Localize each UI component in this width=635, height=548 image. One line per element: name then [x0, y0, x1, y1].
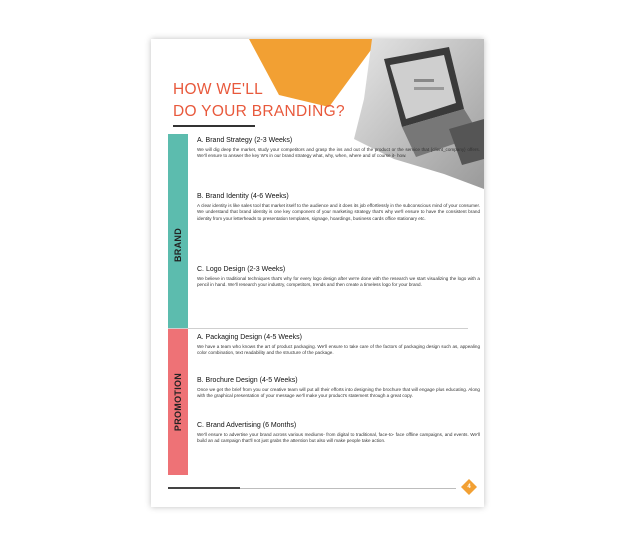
section-heading: B. Brand Identity (4-6 Weeks): [197, 193, 289, 200]
section-body: A clear identity is like sales tool that market itself to the audience and it does its job effortlessly in the subconscious mind of your consumer. We understand that brand identity is one key component of your marketing strategy that's why we'll ensure to have the consistent brand identity from your letterheads to presentation templates, signage, hoardings, business cards office stationary etc.: [197, 203, 480, 221]
section-body: We have a team who knows the art of product packaging. We'll ensure to take care of the factors of packaging design such as, appealing color combination, text readability and the structure of the package.: [197, 344, 480, 356]
title-line-2: DO YOUR BRANDING?: [173, 103, 345, 120]
page-title: [173, 79, 345, 123]
section-heading: B. Brochure Design (4-5 Weeks): [197, 377, 298, 384]
section-heading: A. Packaging Design (4-5 Weeks): [197, 334, 302, 341]
brand-side-bar: [168, 134, 188, 355]
footer-rule-light: [240, 488, 456, 489]
section-body: We'll ensure to advertise your brand across various mediums- from digital to traditional, face-to- face offline campaigns, and events. We'll build an ad campaign that'll not just grabs the attention but also will make people take action.: [197, 432, 480, 444]
document-page: [151, 39, 484, 507]
logo-design-section: [197, 266, 480, 289]
section-divider: [168, 328, 468, 329]
section-heading: C. Logo Design (2-3 Weeks): [197, 266, 286, 273]
laptop-photo: [354, 39, 484, 189]
section-heading: A. Brand Strategy (2-3 Weeks): [197, 137, 293, 144]
promotion-side-bar: [168, 329, 188, 475]
section-body: We believe in traditional techniques that's why for every logo design after we're done with the research we start visualizing the logo with a pencil in hand. We'll research your industry, competitors, trends and then create a timeless logo for your brand.: [197, 276, 480, 288]
brochure-design-section: [197, 377, 480, 400]
page-number-badge: [461, 479, 477, 495]
section-body: Once we get the brief from you our creative team will put all their efforts into designing the brochure that will engage plus educating. Along with the graphical presentation of your message we'll make your product's statement through a great copy.: [197, 387, 480, 399]
brand-strategy-section: [197, 137, 480, 160]
section-body: We will dig deep the market, study your competitors and grasp the ins and out of the product or the service that {client_company} offers. We'll ensure to answer the key W's in our brand strategy what, why, when, where and of course it- how.: [197, 147, 480, 159]
title-underline: [173, 125, 255, 127]
brand-advertising-section: [197, 422, 480, 445]
title-line-1: HOW WE'LL: [173, 81, 264, 98]
page-number: 4: [467, 484, 471, 490]
footer-rule-dark: [168, 487, 240, 489]
brand-label: BRAND: [173, 227, 183, 262]
promotion-label: PROMOTION: [173, 372, 183, 432]
section-heading: C. Brand Advertising (6 Months): [197, 422, 297, 429]
packaging-design-section: [197, 334, 480, 357]
brand-identity-section: [197, 193, 480, 222]
